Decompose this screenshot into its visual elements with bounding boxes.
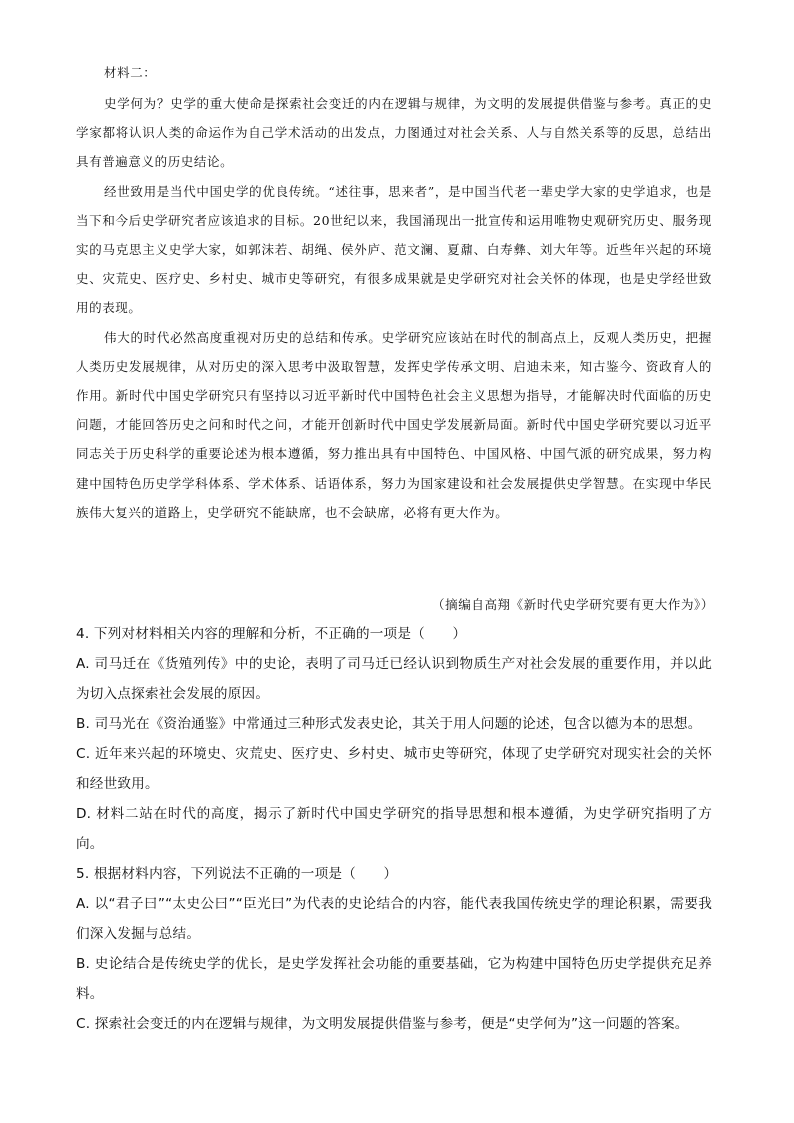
option-b: B. 司马光在《资治通鉴》中常通过三种形式发表史论，其关于用人问题的论述，包含以德为本的思想。 bbox=[76, 716, 702, 732]
material-heading: 材料二： bbox=[104, 65, 157, 80]
question-5 bbox=[76, 859, 712, 1039]
option-a: A. 司马迁在《货殖列传》中的史论，表明了司马迁已经认识到物质生产对社会发展的重要作用，并以此为切入点探索社会发展的原因。 bbox=[76, 656, 712, 702]
material-paragraph-1: 史学何为？史学的重大使命是探索社会变迁的内在逻辑与规律，为文明的发展提供借鉴与参考。真正的史学家都将认识人类的命运作为自己学术活动的出发点，力图通过对社会关系、人与自然关系等的反思，总结出具有普遍意义的历史结论。 bbox=[76, 96, 712, 170]
question-stem: 5. 根据材料内容，下列说法不正确的一项是（ ） bbox=[76, 866, 398, 882]
material-source: （摘编自高翔《新时代史学研究要有更大作为》） bbox=[432, 597, 714, 612]
question-stem: 4. 下列对材料相关内容的理解和分析，不正确的一项是（ ） bbox=[76, 626, 467, 642]
option-b: B. 史论结合是传统史学的优长，是史学发挥社会功能的重要基础，它为构建中国特色历史学提供充足养料。 bbox=[76, 956, 712, 1002]
questions-section bbox=[76, 619, 712, 1039]
material-paragraph-2: 经世致用是当代中国史学的优良传统。“述往事，思来者”，是中国当代老一辈史学大家的史学追求，也是当下和今后史学研究者应该追求的目标。20世纪以来，我国涌现出一批宣传和运用唯物史观研究历史、服务现实的马克思主义史学大家，如郭沫若、胡绳、侯外庐、范文澜、夏鼐、白寿彝、刘大年等。近些年兴起的环境史、灾荒史、医疗史、乡村史、城市史等研究，有很多成果就是史学研究对社会关怀的体现，也是史学经世致用的表现。 bbox=[76, 183, 712, 316]
option-c: C. 近年来兴起的环境史、灾荒史、医疗史、乡村史、城市史等研究，体现了史学研究对现实社会的关怀和经世致用。 bbox=[76, 746, 712, 792]
material-body bbox=[76, 89, 712, 527]
question-4 bbox=[76, 619, 712, 859]
option-d: D. 材料二站在时代的高度，揭示了新时代中国史学研究的指导思想和根本遵循，为史学研究指明了方向。 bbox=[76, 806, 712, 852]
option-a: A. 以“君子曰”“太史公曰”“臣光曰”为代表的史论结合的内容，能代表我国传统史学的理论积累，需要我们深入发掘与总结。 bbox=[76, 896, 712, 942]
material-paragraph-3: 伟大的时代必然高度重视对历史的总结和传承。史学研究应该站在时代的制高点上，反观人类历史，把握人类历史发展规律，从对历史的深入思考中汲取智慧，发挥史学传承文明、启迪未来，知古鉴今、资政育人的作用。新时代中国史学研究只有坚持以习近平新时代中国特色社会主义思想为指导，才能解决时代面临的历史问题，才能回答历史之问和时代之问，才能开创新时代中国史学发展新局面。新时代中国史学研究要以习近平同志关于历史科学的重要论述为根本遵循，努力推出具有中国特色、中国风格、中国气派的研究成果，努力构建中国特色历史学学科体系、学术体系、话语体系，努力为国家建设和社会发展提供史学智慧。在实现中华民族伟大复兴的道路上，史学研究不能缺席，也不会缺席，必将有更大作为。 bbox=[76, 329, 712, 520]
option-c: C. 探索社会变迁的内在逻辑与规律，为文明发展提供借鉴与参考，便是“史学何为”这一问题的答案。 bbox=[76, 1016, 689, 1032]
